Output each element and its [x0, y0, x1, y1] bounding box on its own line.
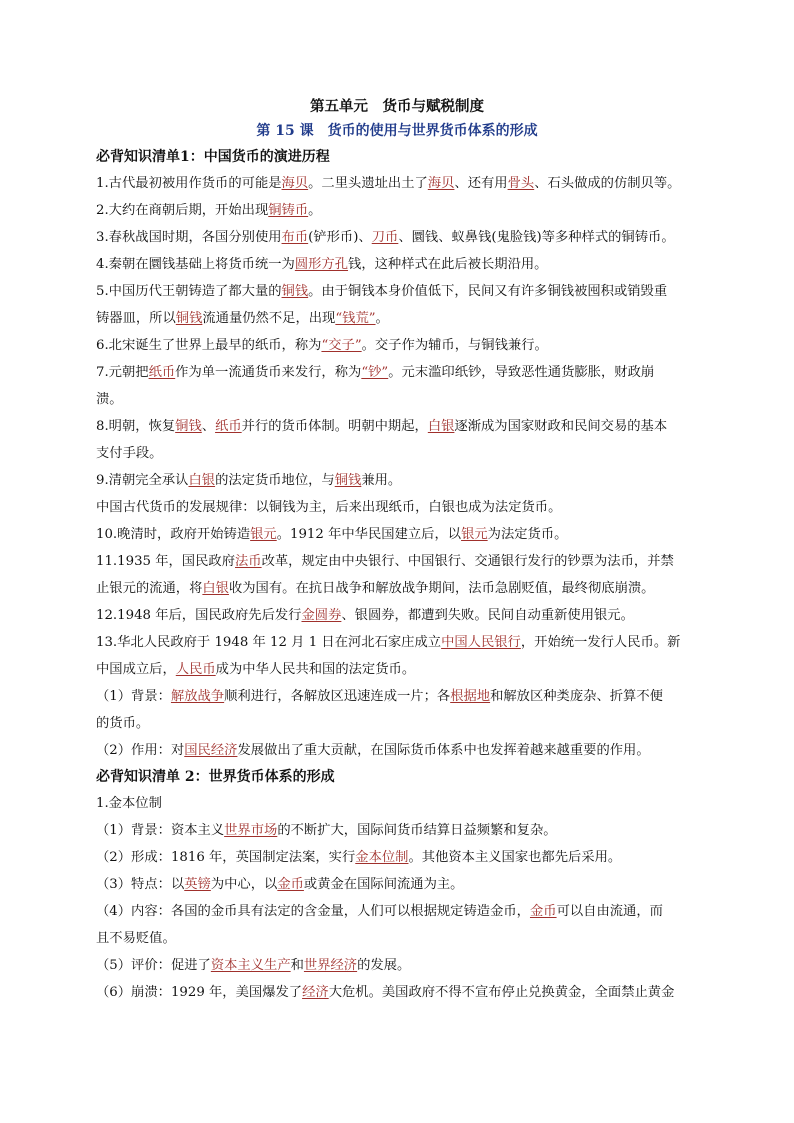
text-segment: 可以自由流通，而: [556, 904, 663, 919]
text-segment: 的发展。: [357, 958, 411, 973]
key-term: 英镑: [184, 877, 211, 892]
text-line: [96, 844, 698, 871]
text-line: [96, 251, 698, 278]
text-segment: （4）内容：各国的金币具有法定的含金量，人们可以根据规定铸造金币，: [96, 904, 530, 919]
text-line: [96, 737, 698, 764]
key-term: 铜钱: [334, 473, 362, 488]
text-line: [96, 224, 698, 251]
text-segment: （3）特点：以: [96, 877, 185, 892]
text-segment: 的法定货币地位，与: [215, 473, 335, 488]
key-term: 纸币: [215, 419, 242, 434]
text-segment: 的不断扩大，国际间货币结算日益频繁和复杂。: [277, 823, 557, 838]
text-segment: 、银圆券，都遭到失败。民间自动重新使用银元。: [341, 608, 634, 623]
text-segment: 8.明朝，恢复: [96, 419, 176, 434]
text-segment: 5.中国历代王朝铸造了都大量的: [96, 284, 282, 299]
text-segment: 9.清朝完全承认: [96, 473, 189, 488]
document-body: [96, 144, 698, 1006]
text-segment: 。1912 年中华民国建立后，以: [276, 527, 462, 542]
text-segment: 溃。: [96, 392, 123, 407]
text-segment: 大危机。美国政府不得不宣布停止兑换黄金，全面禁止黄金: [328, 985, 675, 1000]
text-segment: 。元末滥印纸钞，导致恶性通货膨胀，财政崩: [388, 365, 655, 380]
text-line: [96, 278, 698, 305]
text-segment: 和解放区种类庞杂、折算不便: [490, 689, 663, 704]
key-term: 国民经济: [184, 743, 238, 758]
text-segment: 、还有用: [454, 176, 508, 191]
text-segment: 11.1935 年，国民政府: [96, 554, 235, 569]
key-term: 法币: [235, 554, 262, 569]
key-term: 白银: [202, 581, 229, 596]
text-segment: 逐渐成为国家财政和民间交易的基本: [454, 419, 668, 434]
text-segment: 流通量仍然不足，出现: [202, 311, 336, 326]
text-segment: 支付手段。: [96, 446, 163, 461]
key-term: 解放战争: [170, 689, 225, 704]
text-line: [96, 170, 698, 197]
key-term: “交子”: [321, 338, 362, 353]
text-segment: 3.春秋战国时期，各国分别使用: [96, 230, 282, 245]
key-term: 世界市场: [224, 823, 278, 838]
key-term: 人民币: [175, 662, 216, 677]
text-segment: 兼用。: [361, 473, 402, 488]
key-term: 白银: [188, 473, 216, 488]
text-line: [96, 952, 698, 979]
key-term: 金币: [529, 904, 557, 919]
text-segment: 。二里头遗址出土了: [308, 176, 428, 191]
key-term: 中国人民银行: [441, 635, 521, 650]
text-line: [96, 440, 698, 467]
key-term: 铜钱: [175, 311, 203, 326]
text-segment: （1）背景：: [96, 689, 171, 704]
key-term: 铜钱: [175, 419, 202, 434]
text-segment: 发展做出了重大贡献，在国际货币体系中也发挥着越来越重要的作用。: [237, 743, 650, 758]
text-segment: 。由于铜钱本身价值低下，民间又有许多铜钱被囤积或销毁重: [308, 284, 668, 299]
key-term: 圆形方孔: [294, 257, 349, 272]
text-line: [96, 871, 698, 898]
text-line: [96, 898, 698, 925]
text-segment: 为中心，以: [210, 877, 278, 892]
text-segment: 10.晚清时，政府开始铸造: [96, 527, 251, 542]
text-line: [96, 359, 698, 386]
text-segment: 中国成立后，: [96, 662, 176, 677]
text-segment: 的货币。: [96, 716, 150, 731]
text-segment: 且不易贬值。: [96, 931, 176, 946]
text-segment: 1.古代最初被用作货币的可能是: [96, 176, 282, 191]
text-segment: 作为单一流通货币来发行，称为: [175, 365, 362, 380]
text-line: [96, 332, 698, 359]
text-segment: 。交子作为辅币，与铜钱兼行。: [361, 338, 548, 353]
key-term: 世界经济: [303, 958, 358, 973]
text-line: [96, 925, 698, 952]
text-segment: 2.大约在商朝后期，开始出现: [96, 203, 269, 218]
key-term: 银元: [250, 527, 277, 542]
text-segment: 收为国有。在抗日战争和解放战争期间，法币急剧贬值，最终彻底崩溃。: [228, 581, 655, 596]
unit-title: 第五单元 货币与赋税制度: [310, 98, 484, 115]
key-term: “钞”: [361, 365, 389, 380]
key-term: 刀币: [371, 230, 399, 245]
key-term: 海贝: [281, 176, 309, 191]
text-segment: 12.1948 年后，国民政府先后发行: [96, 608, 302, 623]
lesson-title: 第 15 课 货币的使用与世界货币体系的形成: [256, 123, 538, 139]
key-term: 铜钱: [281, 284, 309, 299]
text-line: [96, 467, 698, 494]
text-segment: 和: [290, 958, 304, 973]
text-segment: 中国古代货币的发展规律：以铜钱为主，后来出现纸币，白银也成为法定货币。: [96, 500, 562, 515]
section-heading: 必背知识清单 2：世界货币体系的形成: [96, 769, 335, 785]
text-segment: 6.北宋诞生了世界上最早的纸币，称为: [96, 338, 322, 353]
text-segment: 、石头做成的仿制贝等。: [534, 176, 681, 191]
key-term: 根据地: [450, 689, 491, 704]
text-segment: 。: [375, 311, 389, 326]
key-term: 经济: [302, 985, 329, 1000]
text-segment: 钱，这种样式在此后被长期沿用。: [348, 257, 548, 272]
key-term: 资本主义生产: [210, 958, 291, 973]
text-segment: 顺利进行，各解放区迅速连成一片；各: [224, 689, 451, 704]
text-segment: （1）背景：资本主义: [96, 823, 225, 838]
key-term: 海贝: [427, 176, 455, 191]
text-line: [96, 602, 698, 629]
key-term: 金圆券: [301, 608, 342, 623]
text-line: [96, 548, 698, 575]
text-segment: 7.元朝把: [96, 365, 149, 380]
text-line: [96, 790, 698, 817]
text-segment: （6）崩溃：1929 年，美国爆发了: [96, 985, 303, 1000]
text-segment: （2）作用：对: [96, 743, 185, 758]
text-segment: （5）评价：促进了: [96, 958, 211, 973]
text-line: [96, 656, 698, 683]
key-term: “钱荒”: [335, 311, 376, 326]
key-term: 铜铸币: [268, 203, 309, 218]
text-segment: 、: [201, 419, 216, 434]
text-line: [96, 710, 698, 737]
text-line: [96, 305, 698, 332]
text-line: [96, 521, 698, 548]
text-segment: 4.秦朝在圜钱基础上将货币统一为: [96, 257, 295, 272]
text-segment: 13.华北人民政府于 1948 年 12 月 1 日在河北石家庄成立: [96, 635, 442, 650]
text-segment: (铲形币)、: [308, 230, 372, 245]
key-term: 骨头: [507, 176, 535, 191]
text-segment: 。: [308, 203, 322, 218]
text-line: [96, 575, 698, 602]
text-segment: 成为中华人民共和国的法定货币。: [215, 662, 416, 677]
text-segment: ，开始统一发行人民币。新: [520, 635, 681, 650]
key-term: 纸币: [148, 365, 176, 380]
text-segment: （2）形成：1816 年，英国制定法案，实行: [96, 850, 356, 865]
text-segment: 。其他资本主义国家也都先后采用。: [408, 850, 622, 865]
text-segment: 为法定货币。: [487, 527, 568, 542]
text-segment: 铸器皿，所以: [96, 311, 176, 326]
key-term: 银元: [461, 527, 488, 542]
text-segment: 改革，规定由中央银行、中国银行、交通银行发行的钞票为法币，并禁: [261, 554, 674, 569]
key-term: 金本位制: [355, 850, 409, 865]
text-segment: 1.金本位制: [96, 796, 162, 811]
text-line: [96, 197, 698, 224]
text-line: [96, 629, 698, 656]
text-line: [96, 494, 698, 521]
text-segment: 并行的货币体制。明朝中期起，: [241, 419, 428, 434]
section-heading: 必背知识清单1：中国货币的演进历程: [96, 149, 330, 165]
text-line: [96, 683, 698, 710]
text-segment: 止银元的流通，将: [96, 581, 203, 596]
text-segment: 或黄金在国际间流通为主。: [303, 877, 464, 892]
text-line: [96, 386, 698, 413]
text-line: [96, 979, 698, 1006]
key-term: 白银: [427, 419, 455, 434]
key-term: 布币: [281, 230, 309, 245]
text-line: [96, 817, 698, 844]
text-segment: 、圜钱、蚁鼻钱(鬼脸钱)等多种样式的铜铸币。: [398, 230, 675, 245]
key-term: 金币: [277, 877, 304, 892]
text-line: [96, 413, 698, 440]
